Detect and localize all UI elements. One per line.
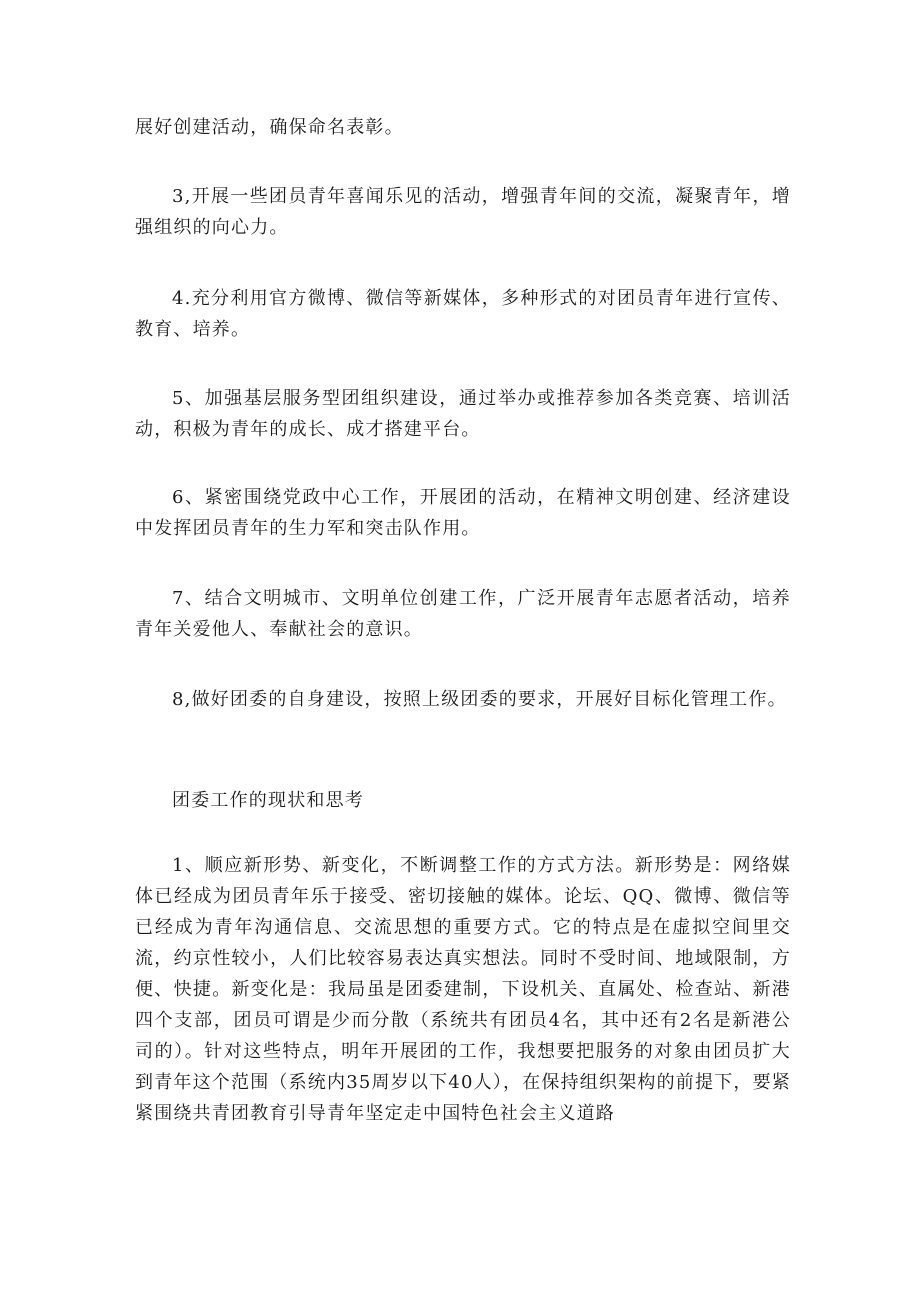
paragraph-body-1: 1、顺应新形势、新变化，不断调整工作的方式方法。新形势是：网络媒体已经成为团员青年乐于接受、密切接触的媒体。论坛、QQ、微博、微信等已经成为青年沟通信息、交流思想的重要方式。它的特点是在虚拟空间里交流，约京性较小，人们比较容易表达真实想法。同时不受时间、地域限制，方便、快捷。新变化是：我局虽是团委建制，下设机关、直属处、检查站、新港四个支部，团员可谓是少而分散（系统共有团员4名，其中还有2名是新港公司的）。针对这些特点，明年开展团的工作，我想要把服务的对象由团员扩大到青年这个范围（系统内35周岁以下40人），在保持组织架构的前提下，要紧紧围绕共青团教育引导青年坚定走中国特色社会主义道路 <box>135 855 792 1124</box>
paragraph-item-8: 8,做好团委的自身建设，按照上级团委的要求，开展好目标化管理工作。 <box>172 689 787 710</box>
paragraph-item-7: 7、结合文明城市、文明单位创建工作，广泛开展青年志愿者活动，培养青年关爱他人、奉献社会的意识。 <box>135 588 791 640</box>
paragraph-item-6: 6、紧密围绕党政中心工作，开展团的活动，在精神文明创建、经济建设中发挥团员青年的生力军和突击队作用。 <box>135 487 791 539</box>
paragraph-item-5: 5、加强基层服务型团组织建设，通过举办或推荐参加各类竞赛、培训活动，积极为青年的成长、成才搭建平台。 <box>135 388 791 440</box>
paragraph-item-4: 4.充分利用官方微博、微信等新媒体，多种形式的对团员青年进行宣传、教育、培养。 <box>135 288 791 340</box>
paragraph-continuation: 展好创建活动，确保命名表彰。 <box>135 117 404 138</box>
paragraph-item-3: 3,开展一些团员青年喜闻乐见的活动，增强青年间的交流，凝聚青年，增强组织的向心力。 <box>135 186 791 238</box>
section-heading: 团委工作的现状和思考 <box>172 790 364 811</box>
